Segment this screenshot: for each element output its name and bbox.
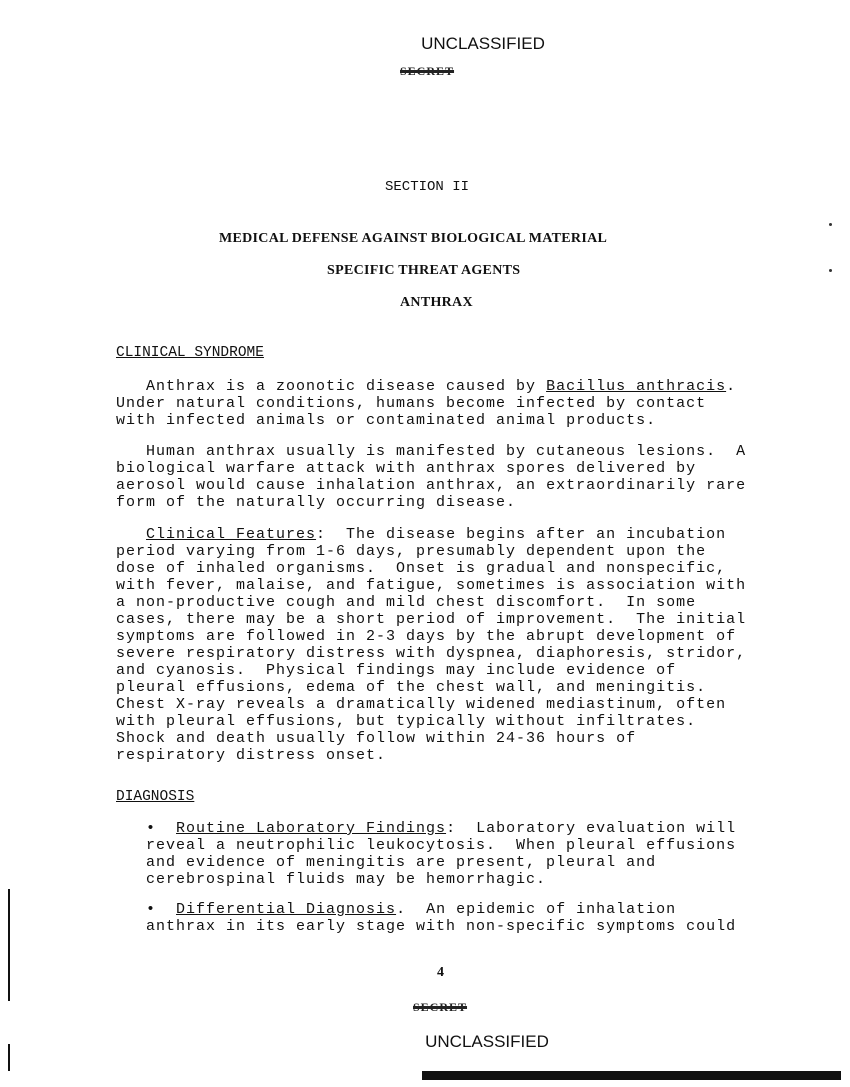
paragraph-human-anthrax <box>116 443 746 511</box>
differential-diagnosis-label: Differential Diagnosis <box>176 901 397 918</box>
text-line: pleural effusions, edema of the chest wall, and meningitis. <box>116 679 707 696</box>
document-subtitle: SPECIFIC THREAT AGENTS <box>327 263 521 278</box>
lab-findings-label: Routine Laboratory Findings <box>176 820 447 837</box>
text-line: Human anthrax usually is manifested by cutaneous lesions. A <box>116 443 747 460</box>
text: . <box>726 378 737 395</box>
text: : Laboratory evaluation will <box>446 820 737 837</box>
bottom-struck-marking: SECRET <box>413 1000 468 1014</box>
text-line: Shock and death usually follow within 24-36 hours of <box>116 730 637 747</box>
text-line: Under natural conditions, humans become infected by contact <box>116 395 707 412</box>
text-line: anthrax in its early stage with non-specific symptoms could <box>146 918 737 935</box>
page-number: 4 <box>437 965 445 980</box>
text-line: aerosol would cause inhalation anthrax, an extraordinarily rare <box>116 477 747 494</box>
text-line: symptoms are followed in 2-3 days by the abrupt development of <box>116 628 737 645</box>
paragraph-clinical-features <box>116 526 746 764</box>
text-line: dose of inhaled organisms. Onset is gradual and nonspecific, <box>116 560 727 577</box>
text-line: a non-productive cough and mild chest discomfort. In some <box>116 594 697 611</box>
text-line: Chest X-ray reveals a dramatically widened mediastinum, often <box>116 696 727 713</box>
text-line: cerebrospinal fluids may be hemorrhagic. <box>146 871 547 888</box>
text: Anthrax is a zoonotic disease caused by <box>116 378 547 395</box>
bullet-lab-findings: • Routine Laboratory Findings: Laboratory evaluation will reveal a neutrophilic leukocytosis. When pleural effusions and evidence of meningitis are present, pleural and cerebrospinal fluids may be hemorrhagic. <box>146 820 737 888</box>
text-line: cases, there may be a short period of improvement. The initial <box>116 611 747 628</box>
section-number: SECTION II <box>385 179 470 195</box>
organism-name: Bacillus anthracis <box>546 378 727 395</box>
text-line: with infected animals or contaminated animal products. <box>116 412 657 429</box>
margin-bar <box>8 889 10 1001</box>
clinical-syndrome-heading: CLINICAL SYNDROME <box>116 345 264 361</box>
text-line: and cyanosis. Physical findings may include evidence of <box>116 662 677 679</box>
text-line: form of the naturally occurring disease. <box>116 494 517 511</box>
bullet-differential-diagnosis: • Differential Diagnosis. An epidemic of inhalation anthrax in its early stage with non-specific symptoms could <box>146 901 737 935</box>
clinical-features-label: Clinical Features <box>146 526 317 543</box>
paragraph-intro <box>116 378 736 429</box>
text-line: reveal a neutrophilic leukocytosis. When pleural effusions <box>146 837 737 854</box>
margin-dot <box>829 269 832 272</box>
text: . An epidemic of inhalation <box>396 901 677 918</box>
text-line: severe respiratory distress with dyspnea, diaphoresis, stridor, <box>116 645 747 662</box>
text-line: with fever, malaise, and fatigue, sometimes is association with <box>116 577 747 594</box>
text-line: with pleural effusions, but typically without infiltrates. <box>116 713 697 730</box>
top-classification: UNCLASSIFIED <box>421 34 545 53</box>
text-line: and evidence of meningitis are present, pleural and <box>146 854 657 871</box>
margin-bar <box>8 1044 10 1071</box>
diagnosis-heading: DIAGNOSIS <box>116 789 195 805</box>
text: : The disease begins after an incubation <box>316 526 727 543</box>
bottom-bar <box>422 1071 841 1080</box>
agent-title: ANTHRAX <box>400 295 473 310</box>
margin-dot <box>829 223 832 226</box>
text-line: biological warfare attack with anthrax spores delivered by <box>116 460 697 477</box>
text-line: respiratory distress onset. <box>116 747 387 764</box>
top-struck-marking: SECRET <box>400 64 455 78</box>
document-title: MEDICAL DEFENSE AGAINST BIOLOGICAL MATERIAL <box>219 231 608 246</box>
bottom-classification: UNCLASSIFIED <box>425 1032 549 1051</box>
text-line: period varying from 1-6 days, presumably dependent upon the <box>116 543 707 560</box>
